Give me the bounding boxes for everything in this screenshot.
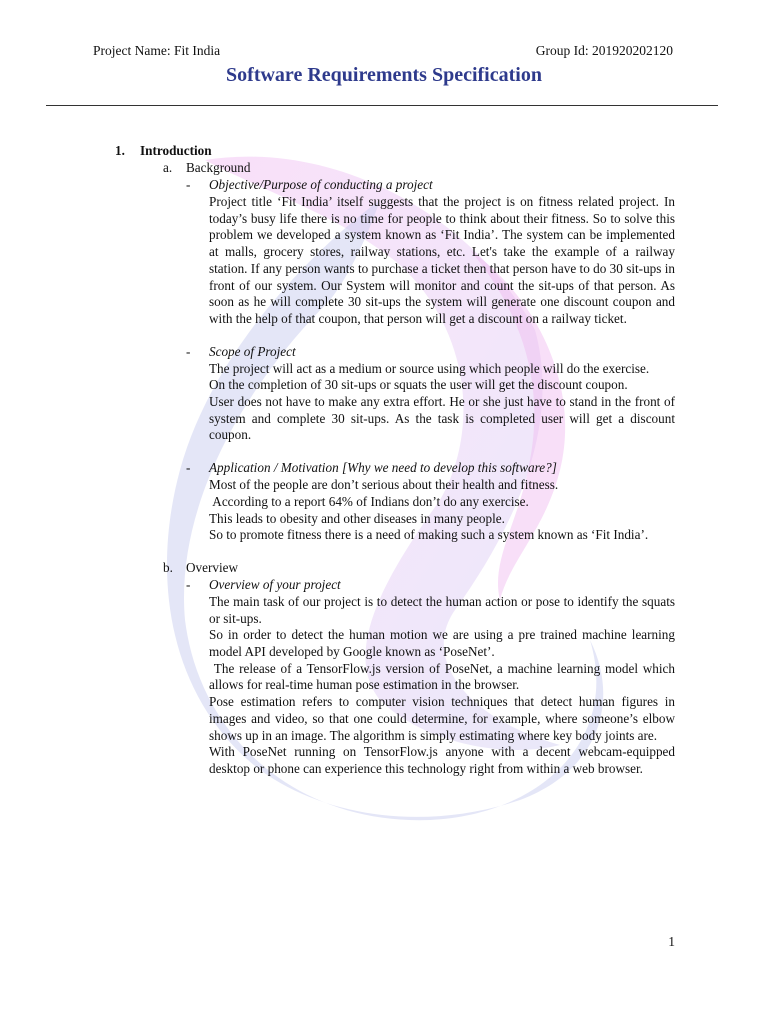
- bullet-heading-text: Application / Motivation [Why we need to develop this software?]: [209, 460, 557, 476]
- header-group-id: Group Id: 201920202120: [535, 43, 673, 58]
- bullet-dash: -: [186, 177, 191, 192]
- paragraph: The main task of our project is to detect the human action or pose to identify the squats or sit-ups.: [209, 593, 675, 626]
- subsection-title: Background: [186, 160, 251, 175]
- bullet-dash: -: [186, 576, 191, 592]
- section-introduction-heading: [0, 143, 768, 160]
- bullet-application-heading: [0, 460, 768, 477]
- bullet-heading-text: Overview of your project: [209, 576, 341, 592]
- paragraph: With PoseNet running on TensorFlow.js anyone with a decent webcam-equipped desktop or phone can experience this technology right from within a web browser.: [209, 744, 675, 776]
- paragraph: User does not have to make any extra effort. He or she just have to stand in the front of system and complete 30 sit-ups. As the task is completed user will get a discount coupon.: [209, 394, 675, 443]
- subsection-overview-heading: [0, 560, 768, 577]
- paragraph: Project title ‘Fit India’ itself suggests that the project is on fitness related project. In today’s busy life there is no time for people to think about their fitness. So to solve this problem we developed a system known as ‘Fit India’. The system can be implemented at malls, grocery stores, railway stations, etc. Let's take the example of a railway station. If any person wants to purchase a ticket then that person have to do 30 sit-ups in front of our system. Our System will monitor and count the sit-ups of that person. As soon as he will complete 30 sit-ups the system will generate one discount coupon and with the help of that coupon, that person will get a discount on a railway ticket.: [209, 194, 675, 326]
- paragraph: So in order to detect the human motion we are using a pre trained machine learning model API developed by Google known as ‘PoseNet’.: [209, 627, 675, 660]
- bullet-dash: -: [186, 460, 191, 476]
- paragraph: The release of a TensorFlow.js version of PoseNet, a machine learning model which allows for real-time human pose estimation in the browser.: [209, 660, 679, 693]
- bullet-heading-text: Scope of Project: [209, 343, 296, 359]
- section-title: Introduction: [140, 143, 212, 158]
- bullet-overview-heading: [0, 577, 768, 594]
- header-rule: [46, 105, 718, 106]
- section-number: 1.: [115, 143, 125, 158]
- subsection-letter: a.: [163, 160, 173, 175]
- subsection-title: Overview: [186, 559, 238, 575]
- bullet-heading-text: Objective/Purpose of conducting a project: [209, 177, 433, 192]
- paragraph: According to a report 64% of Indians don’t do any exercise.: [209, 493, 529, 509]
- paragraph: Pose estimation refers to computer vision techniques that detect human figures in images and video, so that one could determine, for example, where someone’s elbow shows up in an image. The algorithm is simply estimating where key body joints are.: [209, 694, 675, 743]
- bullet-scope-heading: [0, 344, 768, 361]
- document-body: [0, 143, 768, 778]
- header-project-name: Project Name: Fit India: [93, 43, 221, 58]
- subsection-letter: b.: [163, 559, 173, 575]
- page-number: 1: [668, 934, 675, 949]
- paragraph: On the completion of 30 sit-ups or squats the user will get the discount coupon.: [209, 377, 628, 393]
- paragraph: This leads to obesity and other diseases in many people.: [209, 510, 505, 526]
- bullet-dash: -: [186, 343, 191, 359]
- subsection-background-heading: [0, 160, 768, 177]
- document-title: Software Requirements Specification: [226, 64, 542, 86]
- paragraph: The project will act as a medium or source using which people will do the exercise.: [209, 360, 650, 376]
- paragraph: So to promote fitness there is a need of making such a system known as ‘Fit India’.: [209, 527, 649, 543]
- paragraph: Most of the people are don’t serious about their health and fitness.: [209, 477, 559, 493]
- bullet-objective-heading: [0, 177, 768, 194]
